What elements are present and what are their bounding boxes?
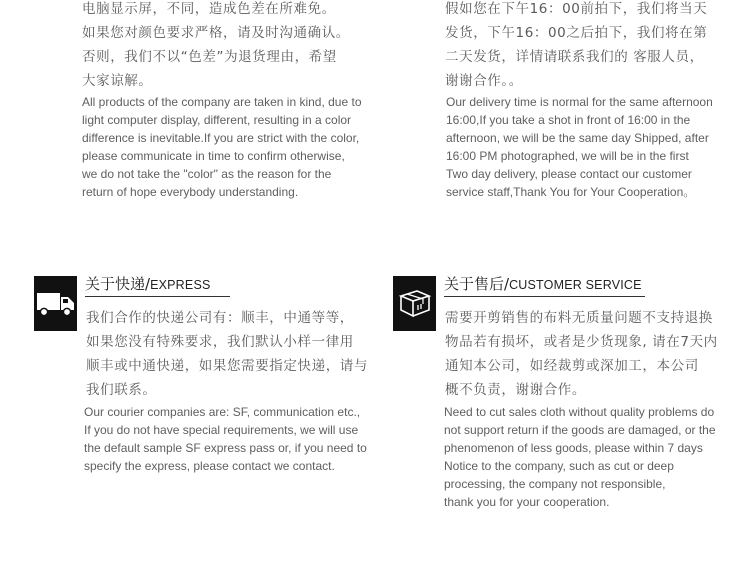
text-line: 大家谅解。 [82, 73, 153, 89]
text-line: thank you for your cooperation. [444, 495, 610, 509]
express-title-underline [85, 296, 230, 297]
text-line: afternoon, we will be the same day Shipped, after [446, 131, 709, 145]
express-title-cn: 关于快递/ [85, 275, 151, 293]
delivery-truck-icon [34, 276, 77, 331]
service-en-text [444, 403, 716, 511]
text-line: 我们联系。 [86, 382, 157, 398]
text-line: we do not take the "color" as the reason for the [82, 167, 332, 181]
delivery-time-cn-text [445, 0, 707, 93]
text-line: not support return if the goods are damaged, or the [444, 423, 716, 437]
express-cn-text [86, 306, 368, 402]
text-line: Two day delivery, please contact our customer [446, 167, 692, 181]
customer-service-section-title [444, 274, 642, 295]
text-line: 谢谢合作。。 [445, 73, 523, 89]
service-title-en: CUSTOMER SERVICE [509, 278, 642, 292]
text-line: 通知本公司，如经裁剪或深加工，本公司 [445, 358, 699, 374]
service-title-cn: 关于售后/ [444, 275, 510, 293]
express-title-en: EXPRESS [150, 278, 211, 292]
text-line: 16:00,If you take a shot in front of 16:00 in the [446, 113, 691, 127]
return-policy-en-text [82, 93, 362, 201]
express-section-title [85, 274, 211, 295]
text-line: please communicate in time to confirm otherwise, [82, 149, 345, 163]
text-line: light computer display, different, resulting in a color [82, 113, 352, 127]
express-en-text [84, 403, 367, 475]
text-line: 如果您对颜色要求严格，请及时沟通确认。 [82, 25, 350, 41]
text-line: the default sample SF express pass or, if you need to [84, 441, 367, 455]
text-line: If you do not have special requirements, we will use [84, 423, 359, 437]
text-line: 需要开剪销售的布料无质量问题不支持退换 [445, 310, 713, 326]
return-policy-cn-text [82, 0, 350, 93]
text-line: 概不负责，谢谢合作。 [445, 382, 586, 398]
text-line: 假如您在下午16：00前拍下，我们将当天 [445, 1, 708, 17]
text-line: 我们合作的快递公司有：顺丰，中通等等， [86, 310, 354, 326]
text-line: 物品若有损坏，或者是少货现象, 请在7天内 [445, 334, 718, 350]
text-line: service staff,Thank You for Your Cooperation。 [446, 185, 696, 199]
text-line: Our delivery time is normal for the same afternoon [446, 95, 713, 109]
text-line: 如果您没有特殊要求，我们默认小样一律用 [86, 334, 354, 350]
text-line: Need to cut sales cloth without quality problems do [444, 405, 715, 419]
text-line: processing, the company not responsible, [444, 477, 666, 491]
text-line: 否则，我们不以“色差”为退货理由，希望 [82, 49, 337, 65]
text-line: phenomenon of less goods, please within 7 days [444, 441, 703, 455]
service-title-underline [444, 296, 645, 297]
delivery-time-en-text [446, 93, 713, 201]
text-line: Our courier companies are: SF, communication etc., [84, 405, 361, 419]
text-line: difference is inevitable.If you are strict with the color, [82, 131, 360, 145]
package-box-icon [393, 276, 436, 331]
text-line: 16:00 PM photographed, we will be in the first [446, 149, 689, 163]
text-line: 二天发货，详情请联系我们的 客服人员， [445, 49, 704, 65]
text-line: 电脑显示屏，不同，造成色差在所难免。 [82, 1, 336, 17]
text-line: return of hope everybody understanding. [82, 185, 299, 199]
text-line: All products of the company are taken in kind, due to [82, 95, 362, 109]
text-line: Notice to the company, such as cut or deep [444, 459, 674, 473]
text-line: 发货，下午16：00之后拍下，我们将在第 [445, 25, 708, 41]
text-line: specify the express, please contact we contact. [84, 459, 335, 473]
service-cn-text [445, 306, 718, 402]
text-line: 顺丰或中通快递，如果您需要指定快递，请与 [86, 358, 368, 374]
